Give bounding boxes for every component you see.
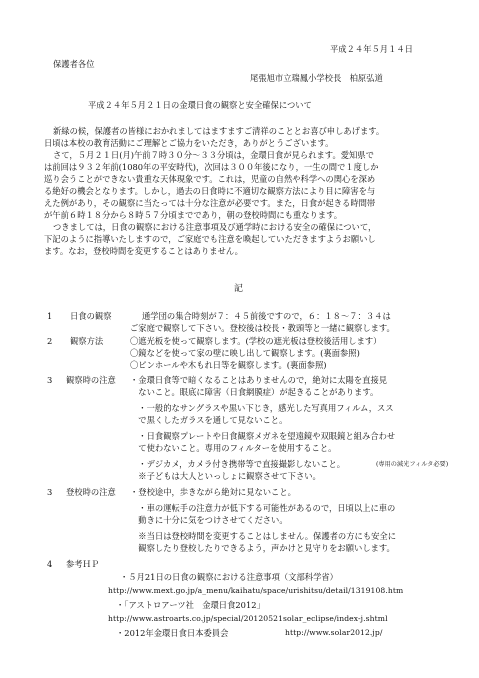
section-line: て使わないこと。専用のフィルターを使用すること。 [130,443,337,453]
section-line: ・日食観察プレートや日食観察メガネを望遠鏡や双眼鏡と組み合わせ [130,431,396,441]
section-line: 〇遮光板を使って観察します。(学校の遮光板は登校後活用します） [130,336,382,346]
intro-line: る絶好の機会となります。しかし，過去の日食時に不適切な観察方法により目に障害を与 [44,186,376,196]
section-number: 1 [47,311,53,321]
reference-label: ・2012年金環日食日本委員会 [116,628,229,638]
section-line: 〇鏡などを使って家の壁に映し出して観察します。(裏面参照) [130,348,360,358]
section-line: ご家庭で観察して下さい。登校後は校長・教頭等と一緒に観察します。 [130,323,395,333]
section-line: ※当日は登校時間を変更することはしません。保護者の方にも安全に [130,531,397,541]
section-line: ・一般的なサングラスや黒い下じき，感光した写真用フィルム，スス [130,403,394,413]
section-line: ・登校途中，歩きながら絶対に見ないこと。 [130,487,296,497]
section-heading: 観察方法 [70,336,104,346]
intro-line: 日頃は本校の教育活動にご理解とご協力をいただき，ありがとうございます。 [44,138,334,148]
section-line: で黒くしたガラスを通して見ないこと。 [130,415,288,425]
section-number: 3 [47,487,53,497]
section-heading: 日食の観察 [70,311,112,321]
letter-recipient: 保護者各位 [53,59,95,69]
section-line: ・車の運転手の注意力が低下する可能性があるので，日頃以上に車の [130,503,396,513]
section-line: 観察したり登校したりできるよう，声かけと見守りをお願いします。 [130,543,395,553]
section-line: ないこと。眼底に障害（日食網膜症）が起きることがあります。 [130,387,379,397]
intro-line: が午前６時１８分から８時５７分頃までであり，朝の登校時間にも重なります。 [44,210,343,220]
letter-title: 平成２４年５月２１日の金環日食の観察と安全確保について [88,100,312,110]
reference-link[interactable]: http://www.astroarts.co.jp/special/20120521solar_eclipse/index-j.shtml [108,614,388,623]
intro-line: 新緑の候，保護者の皆様におかれましてはますますご清祥のこととお喜び申しあげます。 [53,126,385,136]
letter-date: 平成２４年５月１４日 [330,44,413,54]
section-number: 2 [47,336,53,346]
reference-label: ・５月21日の日食の観察における注意事項（文部科学省） [120,572,338,582]
reference-link[interactable]: http://www.mext.go.jp/a_menu/kaihatu/space/urishitsu/detail/1319108.htm [108,586,404,595]
section-number: 4 [47,559,53,569]
intro-line: 下記のように指導いたしますので，ご家庭でも注意を喚起していただきますようお願いし [44,234,376,244]
intro-line: 巡り会うことができない貴重な天体現象です。これは，児童の自然や科学への関心を深め [44,174,376,184]
section-heading: 観察時の注意 [66,375,116,385]
intro-line: は前回は９３２年前(1080年の平安時代)，次回は３００年後になり，一生の間で１度しか [44,162,379,172]
section-heading: 参考ＨＰ [66,559,100,569]
intro-line: さて，５月２１日(月)午前７時３０分～３３分頃は，金環日食が見られます。愛知県で [53,150,374,160]
ki-heading: 記 [234,284,244,294]
section-number: 3 [47,375,53,385]
intro-line: つきましては，日食の観察における注意事項及び通学時における安全の確保について， [53,222,377,232]
section-line: 〇ピンホールや木もれ日等を観察します。(裏面参照) [130,360,327,370]
letter-sender: 尾張旭市立瑞鳳小学校長 柏原弘道 [250,73,383,83]
intro-line: ます。なお，登校時間を変更することはありません。 [44,246,243,256]
section-line: ※子どもは大人といっしょに観察させて下さい。 [130,471,321,481]
section-note: (専用の減光フィルタ必要) [376,461,449,468]
reference-label: ・「アストロアーツ社 金環日食2012」 [116,600,265,610]
section-line: 動きに十分に気をつけさせてください。 [130,515,288,525]
section-line: 通学団の集合時刻が７：４５前後ですので，６：１８～７：３４は [142,311,391,321]
intro-line: えた例があり，その観察に当たっては十分な注意が必要です。また，日食が起きる時間帯 [44,198,376,208]
section-line: ・金環日食等で暗くなることはありませんので，絶対に太陽を直接見 [130,375,388,385]
section-line: ・デジカメ，カメラ付き携帯等で直接撮影しないこと。 [130,459,346,469]
reference-link[interactable]: http://www.solar2012.jp/ [285,628,383,637]
section-heading: 登校時の注意 [66,487,116,497]
